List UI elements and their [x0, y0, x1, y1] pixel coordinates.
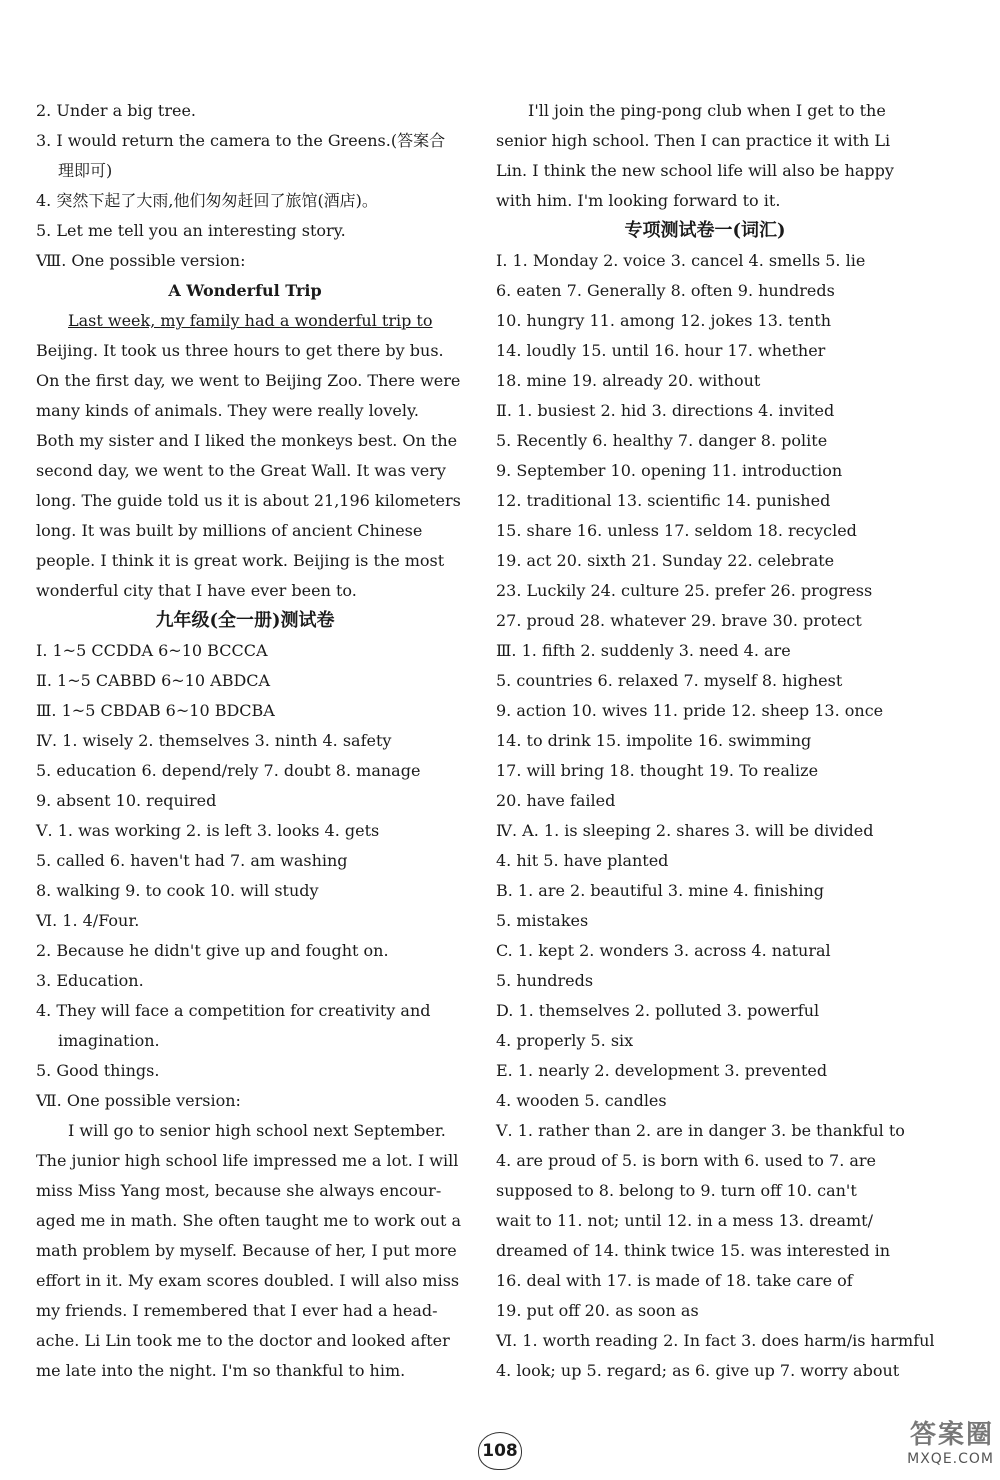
left-text-line: 8. walking 9. to cook 10. will study — [36, 881, 319, 900]
right-text-line: 5. countries 6. relaxed 7. myself 8. highest — [496, 671, 843, 690]
right-text-line: 23. Luckily 24. culture 25. prefer 26. progress — [496, 581, 873, 600]
right-text-line: 14. loudly 15. until 16. hour 17. whether — [496, 341, 826, 360]
right-text-line: 4. look; up 5. regard; as 6. give up 7. worry about — [496, 1361, 900, 1380]
left-text-line: 3. I would return the camera to the Greens.(答案合 — [36, 131, 446, 150]
left-text-line: 5. education 6. depend/rely 7. doubt 8. manage — [36, 761, 421, 780]
left-text-line: miss Miss Yang most, because she always encour- — [36, 1181, 442, 1200]
left-text-line: 3. Education. — [36, 971, 144, 990]
left-text-line: aged me in math. She often taught me to work out a — [36, 1211, 462, 1230]
left-text-line: 九年级(全一册)测试卷 — [155, 610, 335, 631]
left-text-line: Both my sister and I liked the monkeys best. On the — [36, 431, 458, 450]
right-text-line: D. 1. themselves 2. polluted 3. powerful — [496, 1001, 820, 1020]
left-text-line: people. I think it is great work. Beijing is the most — [36, 551, 445, 570]
left-text-line: imagination. — [58, 1031, 160, 1050]
left-text-line: A Wonderful Trip — [168, 281, 322, 300]
right-text-line: wait to 11. not; until 12. in a mess 13. dreamt/ — [496, 1211, 873, 1230]
left-text-line: 4. 突然下起了大雨,他们匆匆赶回了旅馆(酒店)。 — [36, 191, 378, 210]
watermark-logo-text: 答案圈 — [909, 1420, 994, 1450]
right-text-line: 9. September 10. opening 11. introduction — [496, 461, 843, 480]
left-text-line: On the first day, we went to Beijing Zoo. There were — [36, 371, 461, 390]
left-text-line: ache. Li Lin took me to the doctor and looked after — [36, 1331, 450, 1350]
left-text-line: Last week, my family had a wonderful trip to — [68, 311, 433, 330]
page-number: 108 — [478, 1432, 522, 1470]
right-text-line: E. 1. nearly 2. development 3. prevented — [496, 1061, 828, 1080]
left-text-line: The junior high school life impressed me a lot. I will — [36, 1151, 459, 1170]
right-text-line: 5. hundreds — [496, 971, 594, 990]
left-text-line: Ⅷ. One possible version: — [36, 251, 246, 270]
right-text-line: Ⅴ. 1. rather than 2. are in danger 3. be thankful to — [496, 1121, 905, 1140]
left-text-line: 2. Because he didn't give up and fought on. — [36, 941, 389, 960]
right-text-line: I'll join the ping-pong club when I get to the — [528, 101, 886, 120]
right-text-line: 19. act 20. sixth 21. Sunday 22. celebrate — [496, 551, 835, 570]
right-text-line: 5. Recently 6. healthy 7. danger 8. polite — [496, 431, 828, 450]
right-text-line: Ⅰ. 1. Monday 2. voice 3. cancel 4. smells 5. lie — [496, 251, 866, 270]
right-text-line: Ⅳ. A. 1. is sleeping 2. shares 3. will be divided — [496, 821, 874, 840]
left-text-line: second day, we went to the Great Wall. It was very — [36, 461, 446, 480]
right-text-line: 10. hungry 11. among 12. jokes 13. tenth — [496, 311, 832, 330]
left-column — [36, 96, 462, 1386]
left-text-line: 9. absent 10. required — [36, 791, 217, 810]
right-text-line: 4. properly 5. six — [496, 1031, 634, 1050]
left-text-line: 2. Under a big tree. — [36, 101, 196, 120]
left-text-line: Ⅳ. 1. wisely 2. themselves 3. ninth 4. safety — [36, 731, 392, 750]
left-text-line: Ⅱ. 1~5 CABBD 6~10 ABDCA — [36, 671, 271, 690]
right-text-line: B. 1. are 2. beautiful 3. mine 4. finishing — [496, 881, 825, 900]
right-text-line: 4. hit 5. have planted — [496, 851, 669, 870]
right-text-line: supposed to 8. belong to 9. turn off 10. can't — [496, 1181, 857, 1200]
right-text-line: Ⅱ. 1. busiest 2. hid 3. directions 4. invited — [496, 401, 835, 420]
right-text-line: 16. deal with 17. is made of 18. take care of — [496, 1271, 853, 1290]
right-text-line: Ⅲ. 1. fifth 2. suddenly 3. need 4. are — [496, 641, 791, 660]
right-text-line: 20. have failed — [496, 791, 616, 810]
right-text-line: 6. eaten 7. Generally 8. often 9. hundreds — [496, 281, 835, 300]
right-text-line: dreamed of 14. think twice 15. was interested in — [496, 1241, 891, 1260]
right-text-line: 4. are proud of 5. is born with 6. used to 7. are — [496, 1151, 877, 1170]
right-text-line: 4. wooden 5. candles — [496, 1091, 667, 1110]
left-text-line: 5. called 6. haven't had 7. am washing — [36, 851, 348, 870]
right-text-line: C. 1. kept 2. wonders 3. across 4. natural — [496, 941, 831, 960]
right-text-line: 19. put off 20. as soon as — [496, 1301, 699, 1320]
right-text-line: 专项测试卷一(词汇) — [624, 220, 786, 241]
left-text-line: Ⅴ. 1. was working 2. is left 3. looks 4. gets — [36, 821, 380, 840]
left-text-line: I will go to senior high school next September. — [68, 1121, 446, 1140]
left-text-line: math problem by myself. Because of her, I put more — [36, 1241, 457, 1260]
left-text-line: my friends. I remembered that I ever had a head- — [36, 1301, 438, 1320]
right-text-line: 9. action 10. wives 11. pride 12. sheep 13. once — [496, 701, 884, 720]
right-text-line: senior high school. Then I can practice it with Li — [496, 131, 891, 150]
left-text-line: long. The guide told us it is about 21,196 kilometers — [36, 491, 461, 510]
right-text-line: 27. proud 28. whatever 29. brave 30. protect — [496, 611, 862, 630]
right-text-line: with him. I'm looking forward to it. — [496, 191, 781, 210]
right-text-line: 17. will bring 18. thought 19. To realize — [496, 761, 819, 780]
left-text-line: me late into the night. I'm so thankful to him. — [36, 1361, 406, 1380]
right-text-line: Lin. I think the new school life will also be happy — [496, 161, 894, 180]
watermark-site: MXQE.COM — [907, 1451, 994, 1467]
left-text-line: 5. Good things. — [36, 1061, 160, 1080]
right-text-line: 5. mistakes — [496, 911, 589, 930]
right-text-line: Ⅵ. 1. worth reading 2. In fact 3. does harm/is harmful — [496, 1331, 935, 1350]
left-text-line: effort in it. My exam scores doubled. I will also miss — [36, 1271, 460, 1290]
right-text-line: 14. to drink 15. impolite 16. swimming — [496, 731, 812, 750]
left-text-line: Ⅲ. 1~5 CBDAB 6~10 BDCBA — [36, 701, 275, 720]
left-text-line: 5. Let me tell you an interesting story. — [36, 221, 346, 240]
left-text-line: long. It was built by millions of ancient Chinese — [36, 521, 423, 540]
left-text-line: 理即可) — [58, 161, 113, 180]
left-text-line: many kinds of animals. They were really lovely. — [36, 401, 419, 420]
right-text-line: 12. traditional 13. scientific 14. punished — [496, 491, 831, 510]
right-column — [496, 96, 935, 1386]
left-text-line: 4. They will face a competition for creativity and — [36, 1001, 431, 1020]
left-text-line: Ⅶ. One possible version: — [36, 1091, 241, 1110]
left-text-line: Ⅰ. 1~5 CCDDA 6~10 BCCCA — [36, 641, 268, 660]
right-text-line: 15. share 16. unless 17. seldom 18. recycled — [496, 521, 857, 540]
left-text-line: wonderful city that I have ever been to. — [36, 581, 357, 600]
left-text-line: Ⅵ. 1. 4/Four. — [36, 911, 140, 930]
right-text-line: 18. mine 19. already 20. without — [496, 371, 761, 390]
left-text-line: Beijing. It took us three hours to get there by bus. — [36, 341, 444, 360]
watermark-logo — [886, 1414, 994, 1472]
